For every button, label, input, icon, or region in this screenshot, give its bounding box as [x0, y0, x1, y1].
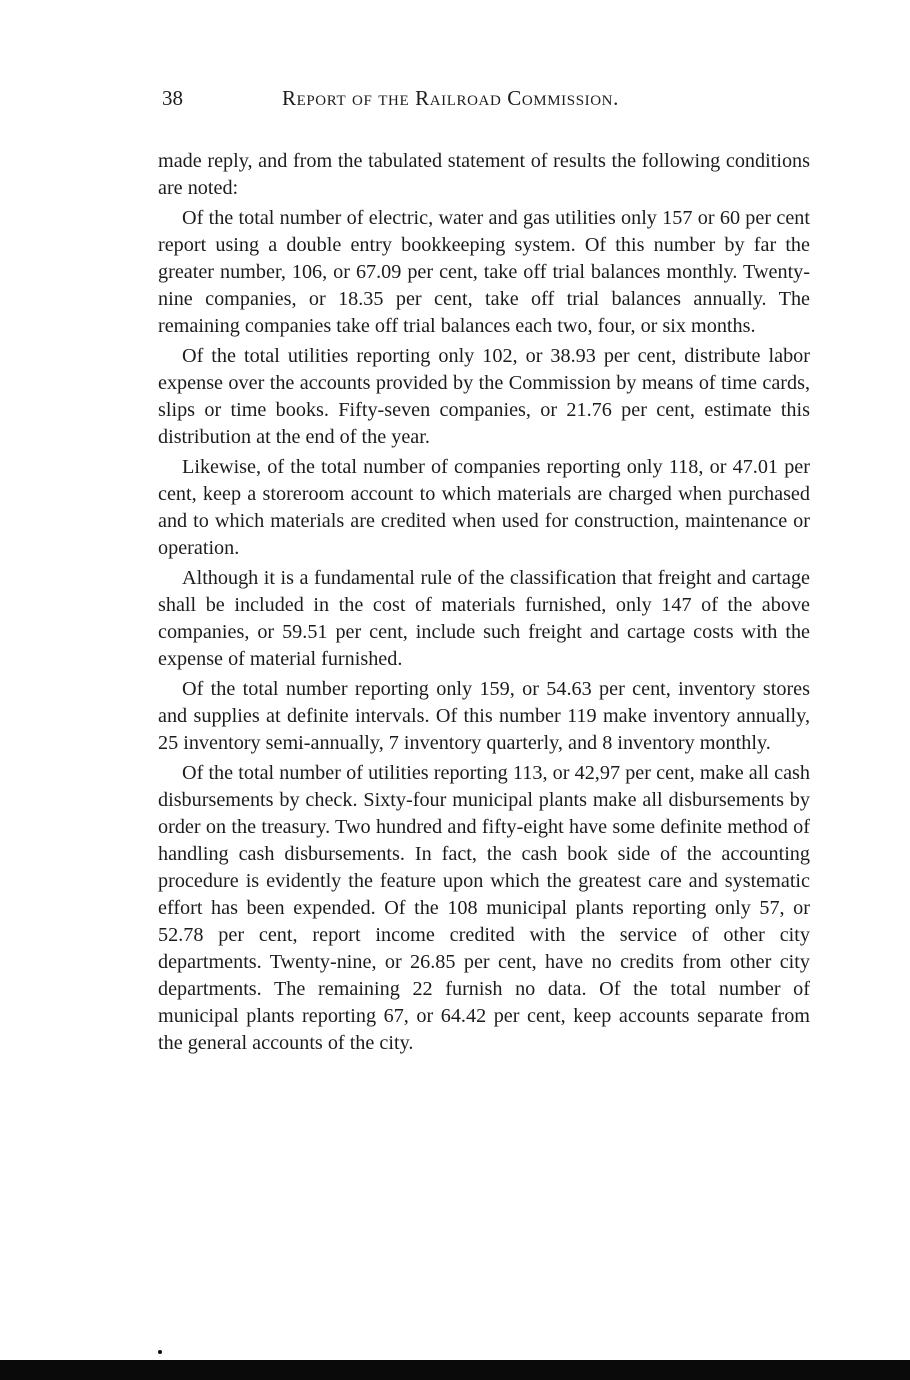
paragraph-bookkeeping: Of the total number of electric, water and gas utilities only 157 or 60 per cent report using a double entry bookkeeping system. Of this number by far the greater number, 106, or 67.09 per cent, take off trial balances monthly. Twenty-nine companies, or 18.35 per cent, take off trial balances annually. The remaining companies take off trial balances each two, four, or six months.	[158, 207, 810, 337]
running-head: Report of the Railroad Commission.	[282, 86, 619, 110]
ink-speck	[158, 1350, 162, 1354]
page-number: 38	[162, 86, 183, 110]
scan-bottom-edge	[0, 1360, 910, 1380]
paragraph-freight-cartage: Although it is a fundamental rule of the classification that freight and cartage shall be included in the cost of materials furnished, only 147 of the above companies, or 59.51 per cent, include such freight and cartage costs with the expense of material furnished.	[158, 567, 810, 670]
paragraph-cash-disbursements: Of the total number of utilities reporting 113, or 42,97 per cent, make all cash disbursements by check. Sixty-four municipal plants make all disbursements by order on the treasury. Two hundred and fifty-eight have some definite method of handling cash disbursements. In fact, the cash book side of the accounting procedure is evidently the feature upon which the greatest care and systematic effort has been expended. Of the 108 municipal plants reporting only 57, or 52.78 per cent, report income credited with the service of other city departments. Twenty-nine, or 26.85 per cent, have no credits from other city departments. The remaining 22 furnish no data. Of the total number of municipal plants reporting 67, or 64.42 per cent, keep accounts separate from the general accounts of the city.	[158, 762, 810, 1054]
paragraph-inventory: Of the total number reporting only 159, or 54.63 per cent, inventory stores and supplies at definite intervals. Of this number 119 make inventory annually, 25 inventory semi-annually, 7 inventory quarterly, and 8 inventory monthly.	[158, 678, 810, 754]
paragraph-labor-expense: Of the total utilities reporting only 102, or 38.93 per cent, distribute labor expense over the accounts provided by the Commission by means of time cards, slips or time books. Fifty-seven companies, or 21.76 per cent, estimate this distribution at the end of the year.	[158, 345, 810, 448]
body-text	[158, 148, 810, 1060]
paragraph-continued: made reply, and from the tabulated statement of results the following conditions are noted:	[158, 150, 810, 199]
page-header	[162, 86, 812, 120]
paragraph-storeroom: Likewise, of the total number of companies reporting only 118, or 47.01 per cent, keep a storeroom account to which materials are charged when purchased and to which materials are credited when used for construction, maintenance or operation.	[158, 456, 810, 559]
